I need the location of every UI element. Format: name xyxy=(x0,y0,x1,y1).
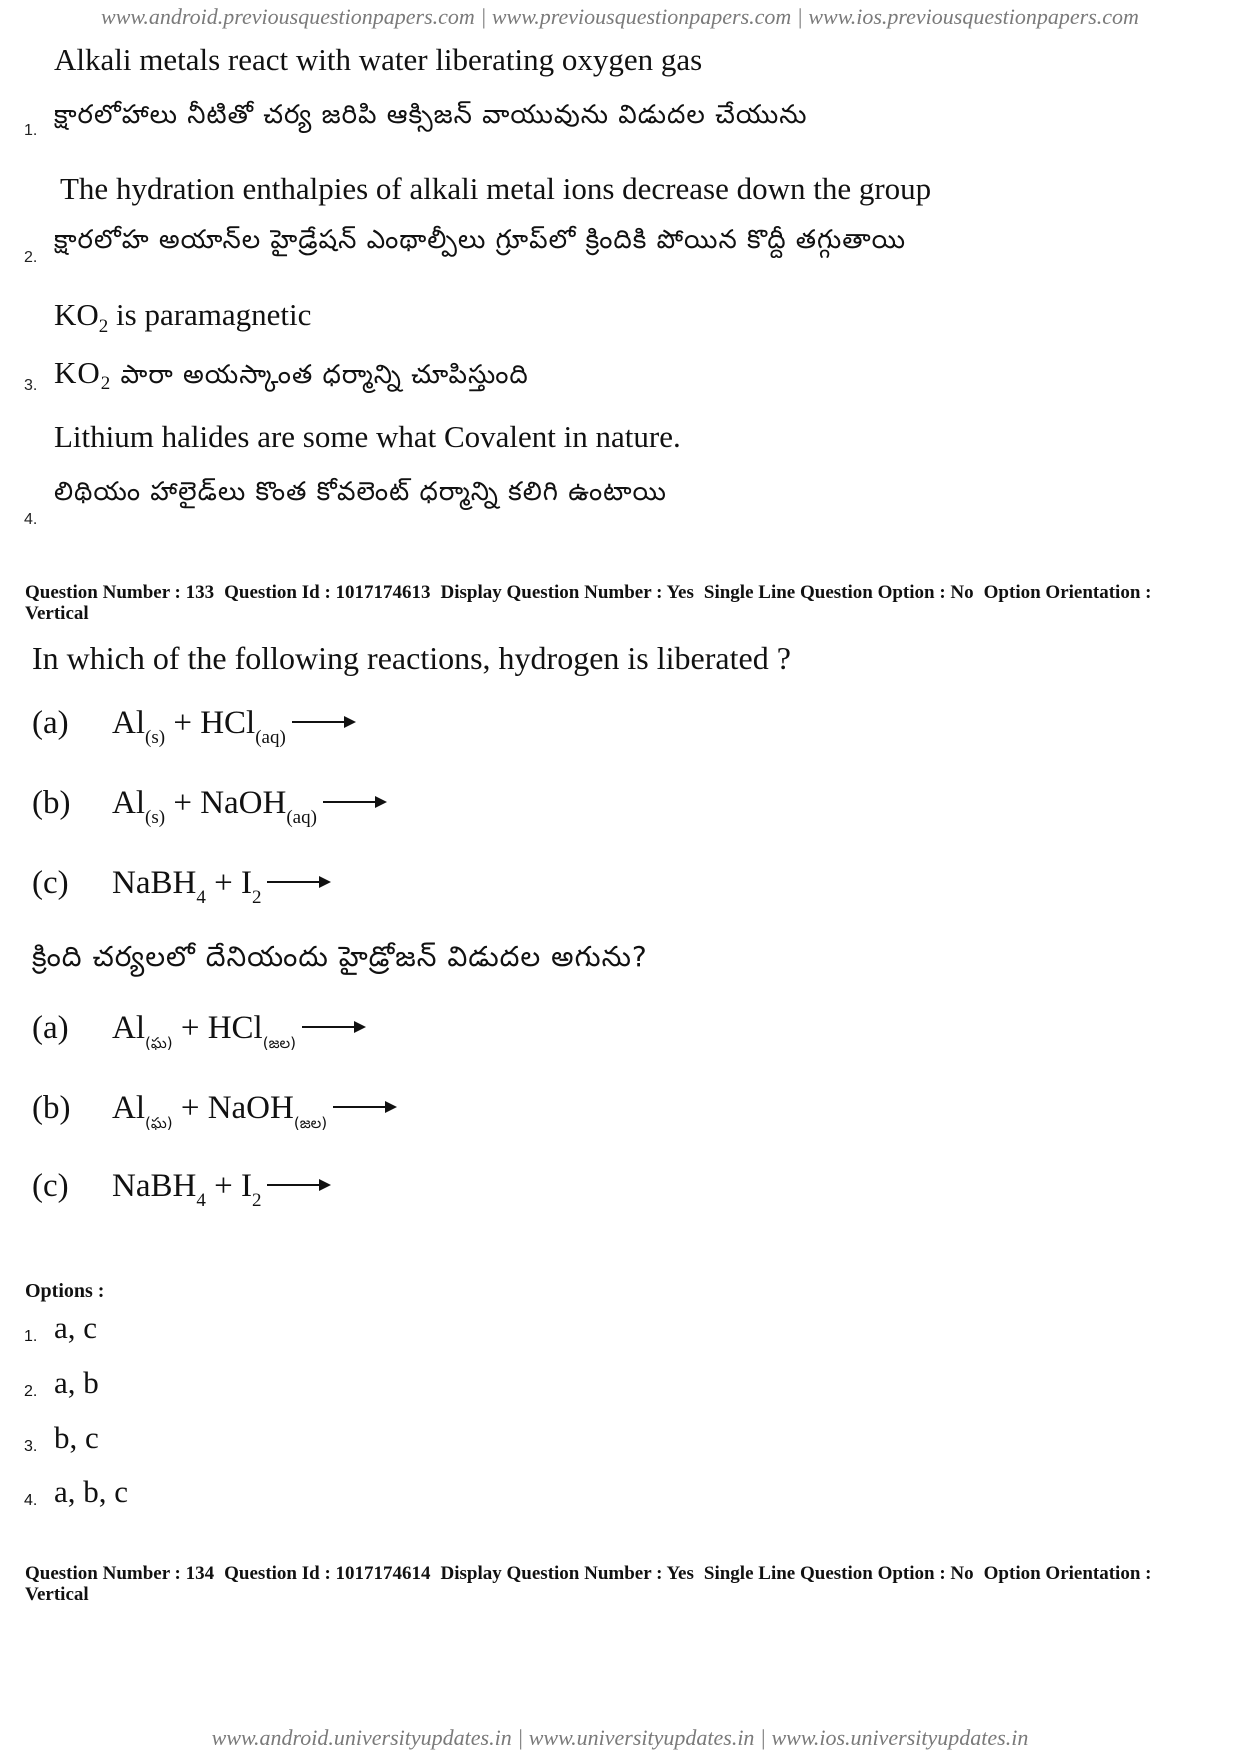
prev-option-2[interactable] xyxy=(24,165,1204,285)
prev-option-4[interactable] xyxy=(24,415,1204,535)
arrow-icon xyxy=(333,1106,395,1108)
prev-option-3[interactable] xyxy=(24,295,1204,410)
arrow-icon xyxy=(292,721,354,723)
option-text-en: Alkali metals react with water liberating oxygen gas xyxy=(54,42,703,77)
option-text-te: క్షారలోహ అయాన్‌ల హైడ్రేషన్ ఎంథాల్పీలు గ్రూప్‌లో క్రిందికి పోయిన కొద్దీ తగ్గుతాయి xyxy=(54,225,907,255)
question-meta-133: Question Number : 133 Question Id : 1017174613 Display Question Number : Yes Single Line Question Option : No Option Orientation : Vertical xyxy=(25,582,1152,624)
prev-option-1[interactable] xyxy=(24,40,1204,160)
option-number: 3. xyxy=(24,377,38,394)
arrow-icon xyxy=(267,1184,329,1186)
page-header-watermark: www.android.previousquestionpapers.com | www.previousquestionpapers.com | www.ios.previousquestionpapers.com xyxy=(101,4,1139,29)
option-text-en: $KO_2$ is paramagnetic xyxy=(54,297,312,338)
question-stem-en: In which of the following reactions, hydrogen is liberated ? xyxy=(32,640,791,676)
option-number: 4. xyxy=(24,511,38,528)
arrow-icon xyxy=(323,801,385,803)
option-text-te: క్షారలోహాలు నీటితో చర్య జరిపి ఆక్సిజన్ వాయువును విడుదల చేయును xyxy=(54,100,808,130)
options-label: Options : xyxy=(25,1280,105,1302)
arrow-icon xyxy=(302,1026,364,1028)
question-meta-134: Question Number : 134 Question Id : 1017174614 Display Question Number : Yes Single Line Question Option : No Option Orientation : Vertical xyxy=(25,1563,1152,1605)
option-text-en: Lithium halides are some what Covalent in nature. xyxy=(54,419,681,454)
option-text-en: The hydration enthalpies of alkali metal ions decrease down the group xyxy=(60,171,932,206)
option-number: 2. xyxy=(24,249,38,266)
page-footer-watermark: www.android.universityupdates.in | www.universityupdates.in | www.ios.universityupdates.in xyxy=(211,1725,1029,1750)
option-text-te: లిథియం హాలైడ్‌లు కొంత కోవలెంట్ ధర్మాన్ని కలిగి ఉంటాయి xyxy=(54,477,667,507)
option-number: 1. xyxy=(24,122,38,139)
arrow-icon xyxy=(267,881,329,883)
option-text-te: $KO_2$ పారా అయస్కాంత ధర్మాన్ని చూపిస్తుంది xyxy=(54,355,529,395)
question-stem-te: క్రింది చర్యలలో దేనియందు హైడ్రోజన్ విడుదల అగును? xyxy=(32,940,648,973)
